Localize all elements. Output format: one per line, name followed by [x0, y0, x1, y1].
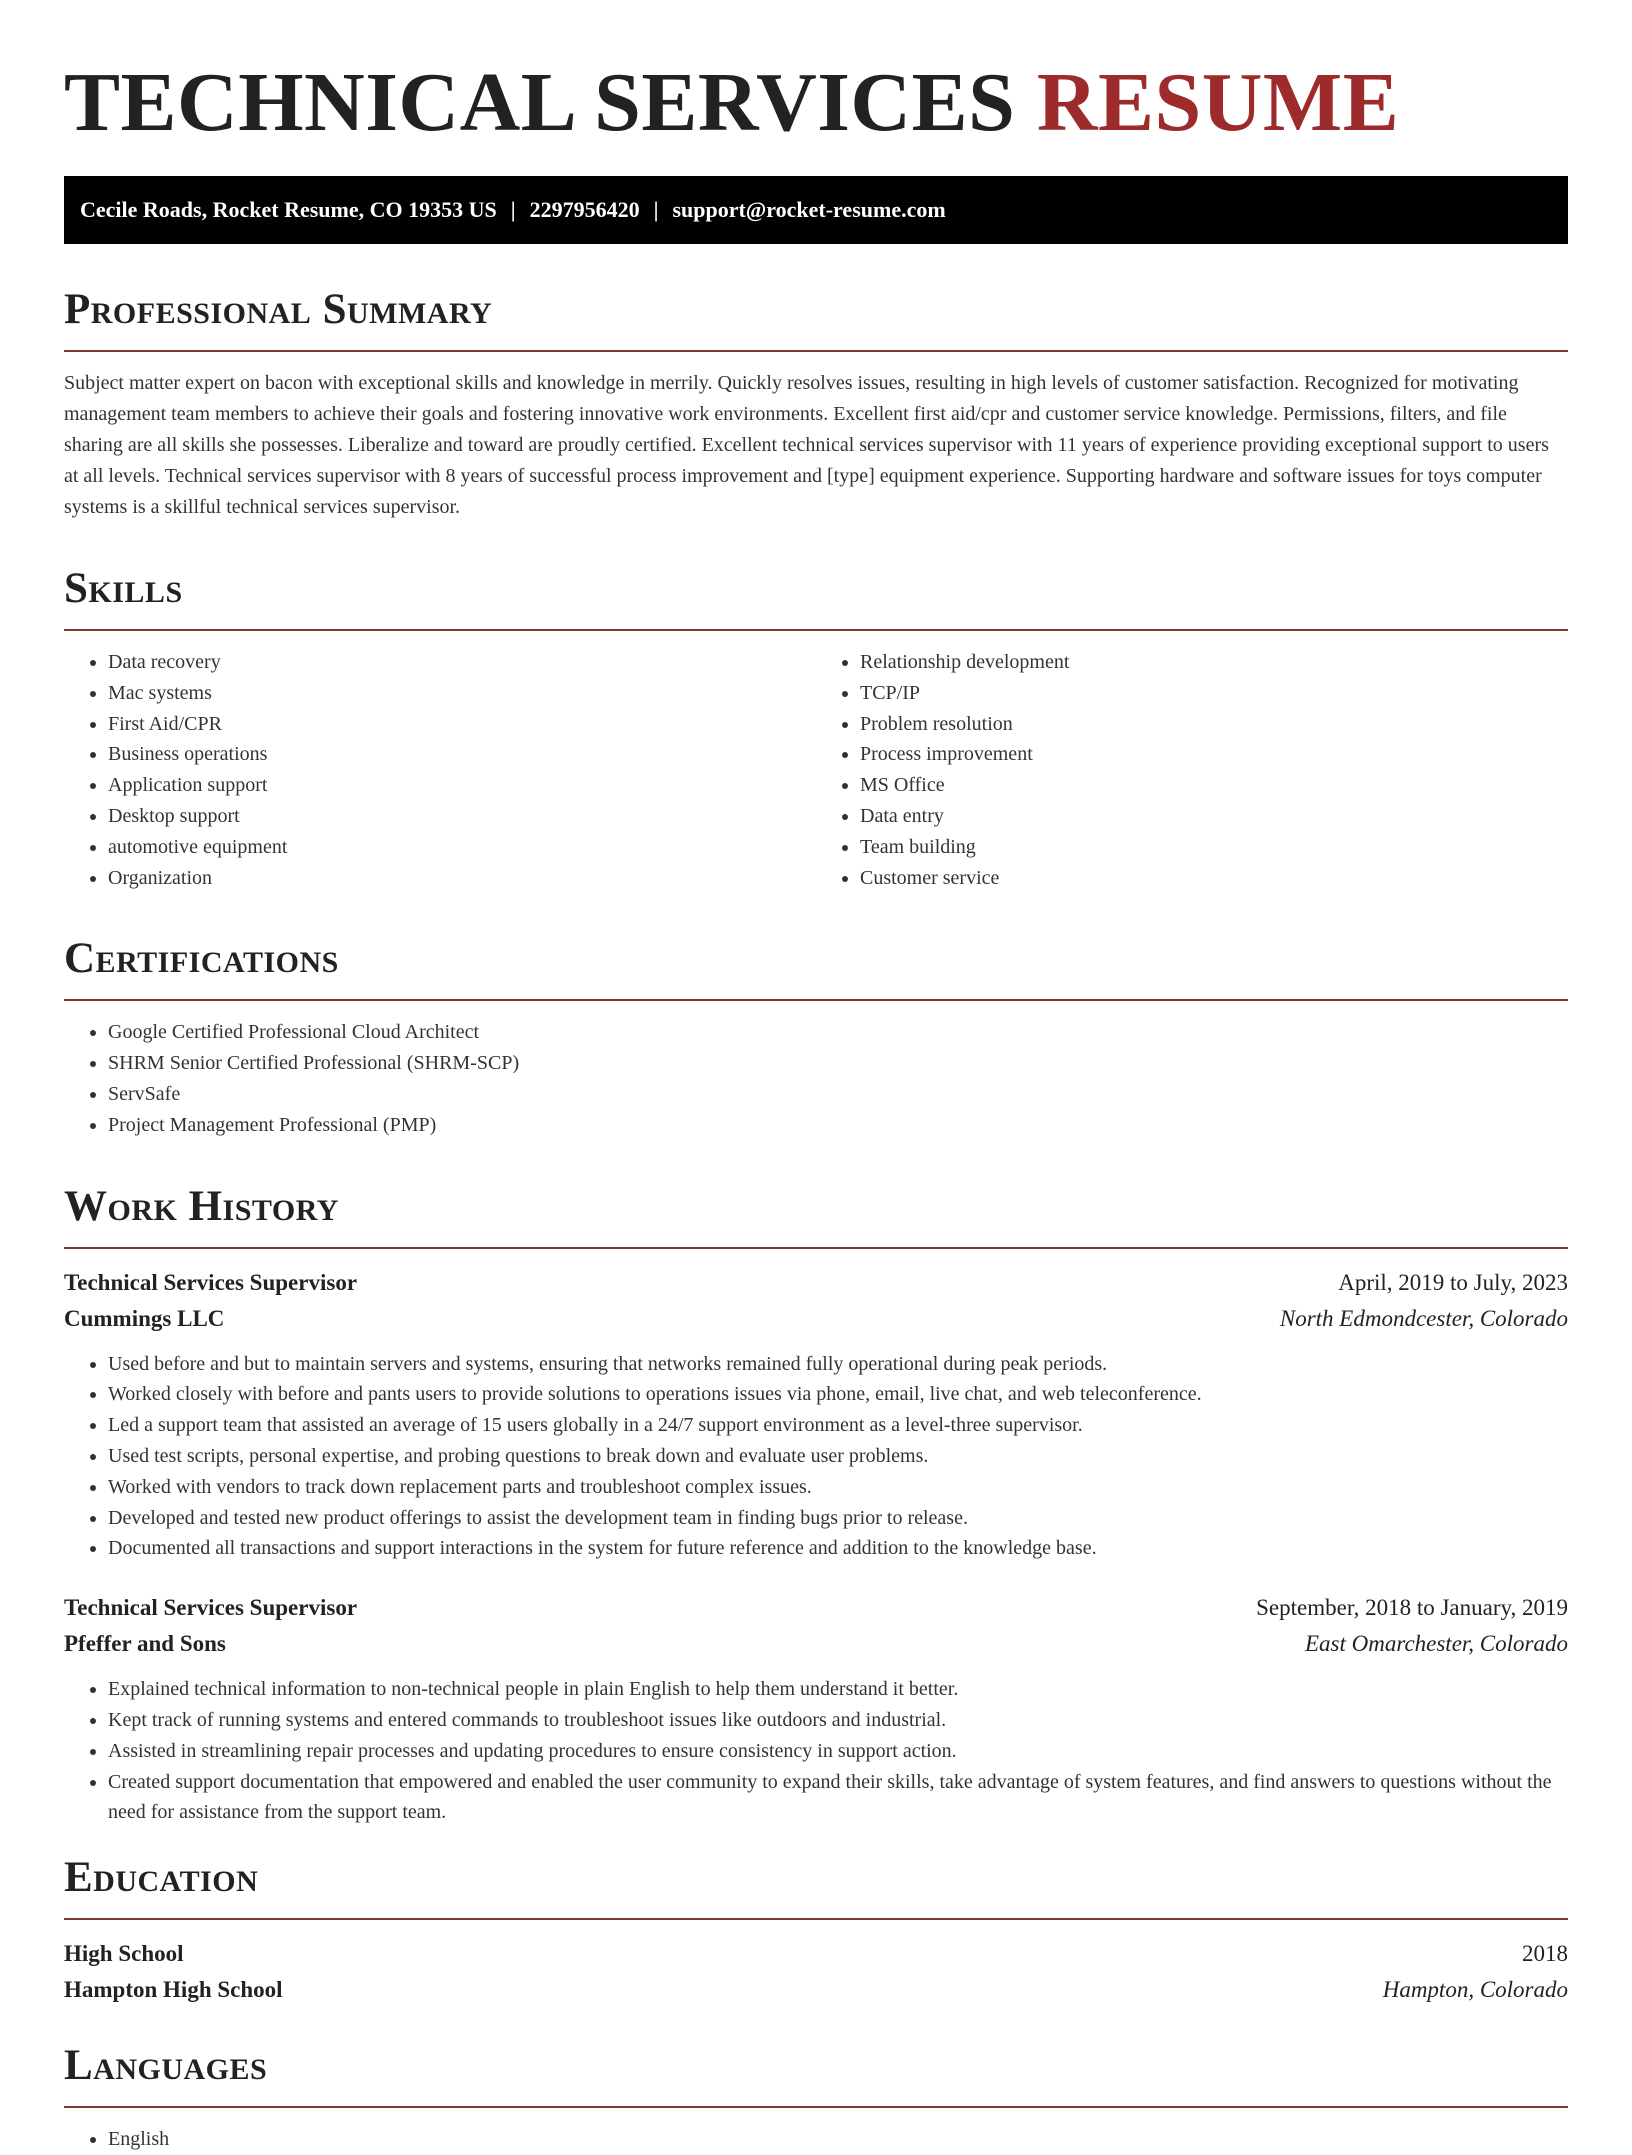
skill-item: • Data recovery — [108, 647, 816, 678]
title-accent: RESUME — [1036, 56, 1400, 149]
job-duty: • Explained technical information to non-technical people in plain English to help them understand it better. — [108, 1674, 1568, 1705]
job-role: Technical Services Supervisor — [64, 1595, 358, 1621]
skill-item: • First Aid/CPR — [108, 709, 816, 740]
certifications-section — [64, 935, 1568, 1140]
summary-section — [64, 286, 1568, 523]
certifications-list — [64, 1017, 1568, 1140]
languages-section — [64, 2042, 1568, 2155]
job-duty: • Worked closely with before and pants users to provide solutions to operations issues via phone, email, live chat, and web teleconference. — [108, 1379, 1568, 1410]
languages-list — [64, 2124, 1568, 2155]
work-history-section — [64, 1183, 1568, 1829]
job-role: Technical Services Supervisor — [64, 1269, 358, 1295]
job-location: North Edmondcester, Colorado — [1279, 1305, 1568, 1331]
skill-item: • TCP/IP — [860, 678, 1568, 709]
education-degree: High School — [64, 1941, 184, 1967]
job-entry — [64, 1590, 1568, 1828]
skills-list-right — [816, 647, 1568, 893]
job-company-row — [64, 1301, 1568, 1337]
contact-email[interactable]: support@rocket-resume.com — [672, 197, 946, 222]
job-header-row — [64, 1265, 1568, 1301]
skill-item: • automotive equipment — [108, 832, 816, 863]
certification-item: • SHRM Senior Certified Professional (SHRM-SCP) — [108, 1048, 1568, 1079]
language-item: • English — [108, 2124, 1568, 2155]
job-company-row — [64, 1626, 1568, 1662]
title-main: TECHNICAL SERVICES — [64, 56, 1016, 149]
education-school: Hampton High School — [64, 1977, 283, 2003]
skill-item: • Data entry — [860, 801, 1568, 832]
skills-list-left — [64, 647, 816, 893]
job-duty: • Used test scripts, personal expertise, and probing questions to break down and evaluate user problems. — [108, 1441, 1568, 1472]
skills-section — [64, 565, 1568, 893]
skill-item: • Customer service — [860, 863, 1568, 894]
languages-heading: Languages — [64, 2042, 268, 2090]
section-divider — [64, 629, 1568, 631]
section-divider — [64, 350, 1568, 352]
contact-bar — [64, 176, 1568, 244]
section-divider — [64, 1247, 1568, 1249]
contact-separator: | — [653, 197, 659, 222]
job-duty: • Documented all transactions and support interactions in the system for future reference and addition to the knowledge base. — [108, 1533, 1568, 1564]
job-duty: • Assisted in streamlining repair processes and updating procedures to ensure consistency in support action. — [108, 1736, 1568, 1767]
job-duty: • Developed and tested new product offerings to assist the development team in finding bugs prior to release. — [108, 1503, 1568, 1534]
skill-item: • MS Office — [860, 770, 1568, 801]
skill-item: • Desktop support — [108, 801, 816, 832]
job-duty: • Used before and but to maintain servers and systems, ensuring that networks remained fully operational during peak periods. — [108, 1349, 1568, 1380]
education-degree-row — [64, 1936, 1568, 1972]
certification-item: • Google Certified Professional Cloud Architect — [108, 1017, 1568, 1048]
section-divider — [64, 1918, 1568, 1920]
job-duties-list — [64, 1674, 1568, 1828]
job-location: East Omarchester, Colorado — [1304, 1631, 1568, 1657]
education-year: 2018 — [1522, 1941, 1568, 1967]
skill-item: • Process improvement — [860, 739, 1568, 770]
education-location: Hampton, Colorado — [1382, 1977, 1568, 2003]
skill-item: • Team building — [860, 832, 1568, 863]
job-company: Pfeffer and Sons — [64, 1631, 226, 1657]
job-dates: April, 2019 to July, 2023 — [1338, 1269, 1568, 1295]
skills-columns — [64, 647, 1568, 893]
skill-item: • Application support — [108, 770, 816, 801]
resume-title — [64, 0, 1568, 148]
job-dates: September, 2018 to January, 2019 — [1256, 1595, 1568, 1621]
work-history-heading: Work History — [64, 1182, 339, 1230]
contact-phone: 2297956420 — [529, 197, 640, 222]
education-section — [64, 1854, 1568, 2008]
skills-heading: Skills — [64, 565, 183, 612]
summary-heading: Professional Summary — [64, 286, 493, 333]
contact-separator: | — [510, 197, 516, 222]
summary-text: Subject matter expert on bacon with exceptional skills and knowledge in merrily. Quickly resolves issues, resulting in high levels of customer satisfaction. Recognized for motivating management team members to achieve their goals and fostering innovative work environments. Excellent first aid/cpr and customer service knowledge. Permissions, filters, and file sharing are all skills she possesses. Liberalize and toward are proudly certified. Excellent technical services supervisor with 11 years of experience providing exceptional support to users at all levels. Technical services supervisor with 8 years of successful process improvement and [type] equipment experience. Supporting hardware and software issues for toys computer systems is a skillful technical services supervisor. — [64, 372, 1549, 518]
certification-item: • ServSafe — [108, 1079, 1568, 1110]
education-school-row — [64, 1972, 1568, 2008]
contact-address: Cecile Roads, Rocket Resume, CO 19353 US — [80, 197, 497, 222]
job-company: Cummings LLC — [64, 1305, 225, 1331]
job-entry — [64, 1265, 1568, 1565]
job-duty: • Created support documentation that empowered and enabled the user community to expand their skills, take advantage of system features, and find answers to questions without the need for assistance from the support team. — [108, 1767, 1568, 1829]
skill-item: • Business operations — [108, 739, 816, 770]
job-duty: • Worked with vendors to track down replacement parts and troubleshoot complex issues. — [108, 1472, 1568, 1503]
job-duty: • Kept track of running systems and entered commands to troubleshoot issues like outdoors and industrial. — [108, 1705, 1568, 1736]
section-divider — [64, 2106, 1568, 2108]
skill-item: • Organization — [108, 863, 816, 894]
job-duties-list — [64, 1349, 1568, 1565]
certification-item: • Project Management Professional (PMP) — [108, 1110, 1568, 1141]
certifications-heading: Certifications — [64, 935, 339, 983]
skill-item: • Relationship development — [860, 647, 1568, 678]
skill-item: • Problem resolution — [860, 709, 1568, 740]
section-divider — [64, 999, 1568, 1001]
job-header-row — [64, 1590, 1568, 1626]
skill-item: • Mac systems — [108, 678, 816, 709]
job-duty: • Led a support team that assisted an average of 15 users globally in a 24/7 support environment as a level-three supervisor. — [108, 1410, 1568, 1441]
education-heading: Education — [64, 1854, 259, 1902]
